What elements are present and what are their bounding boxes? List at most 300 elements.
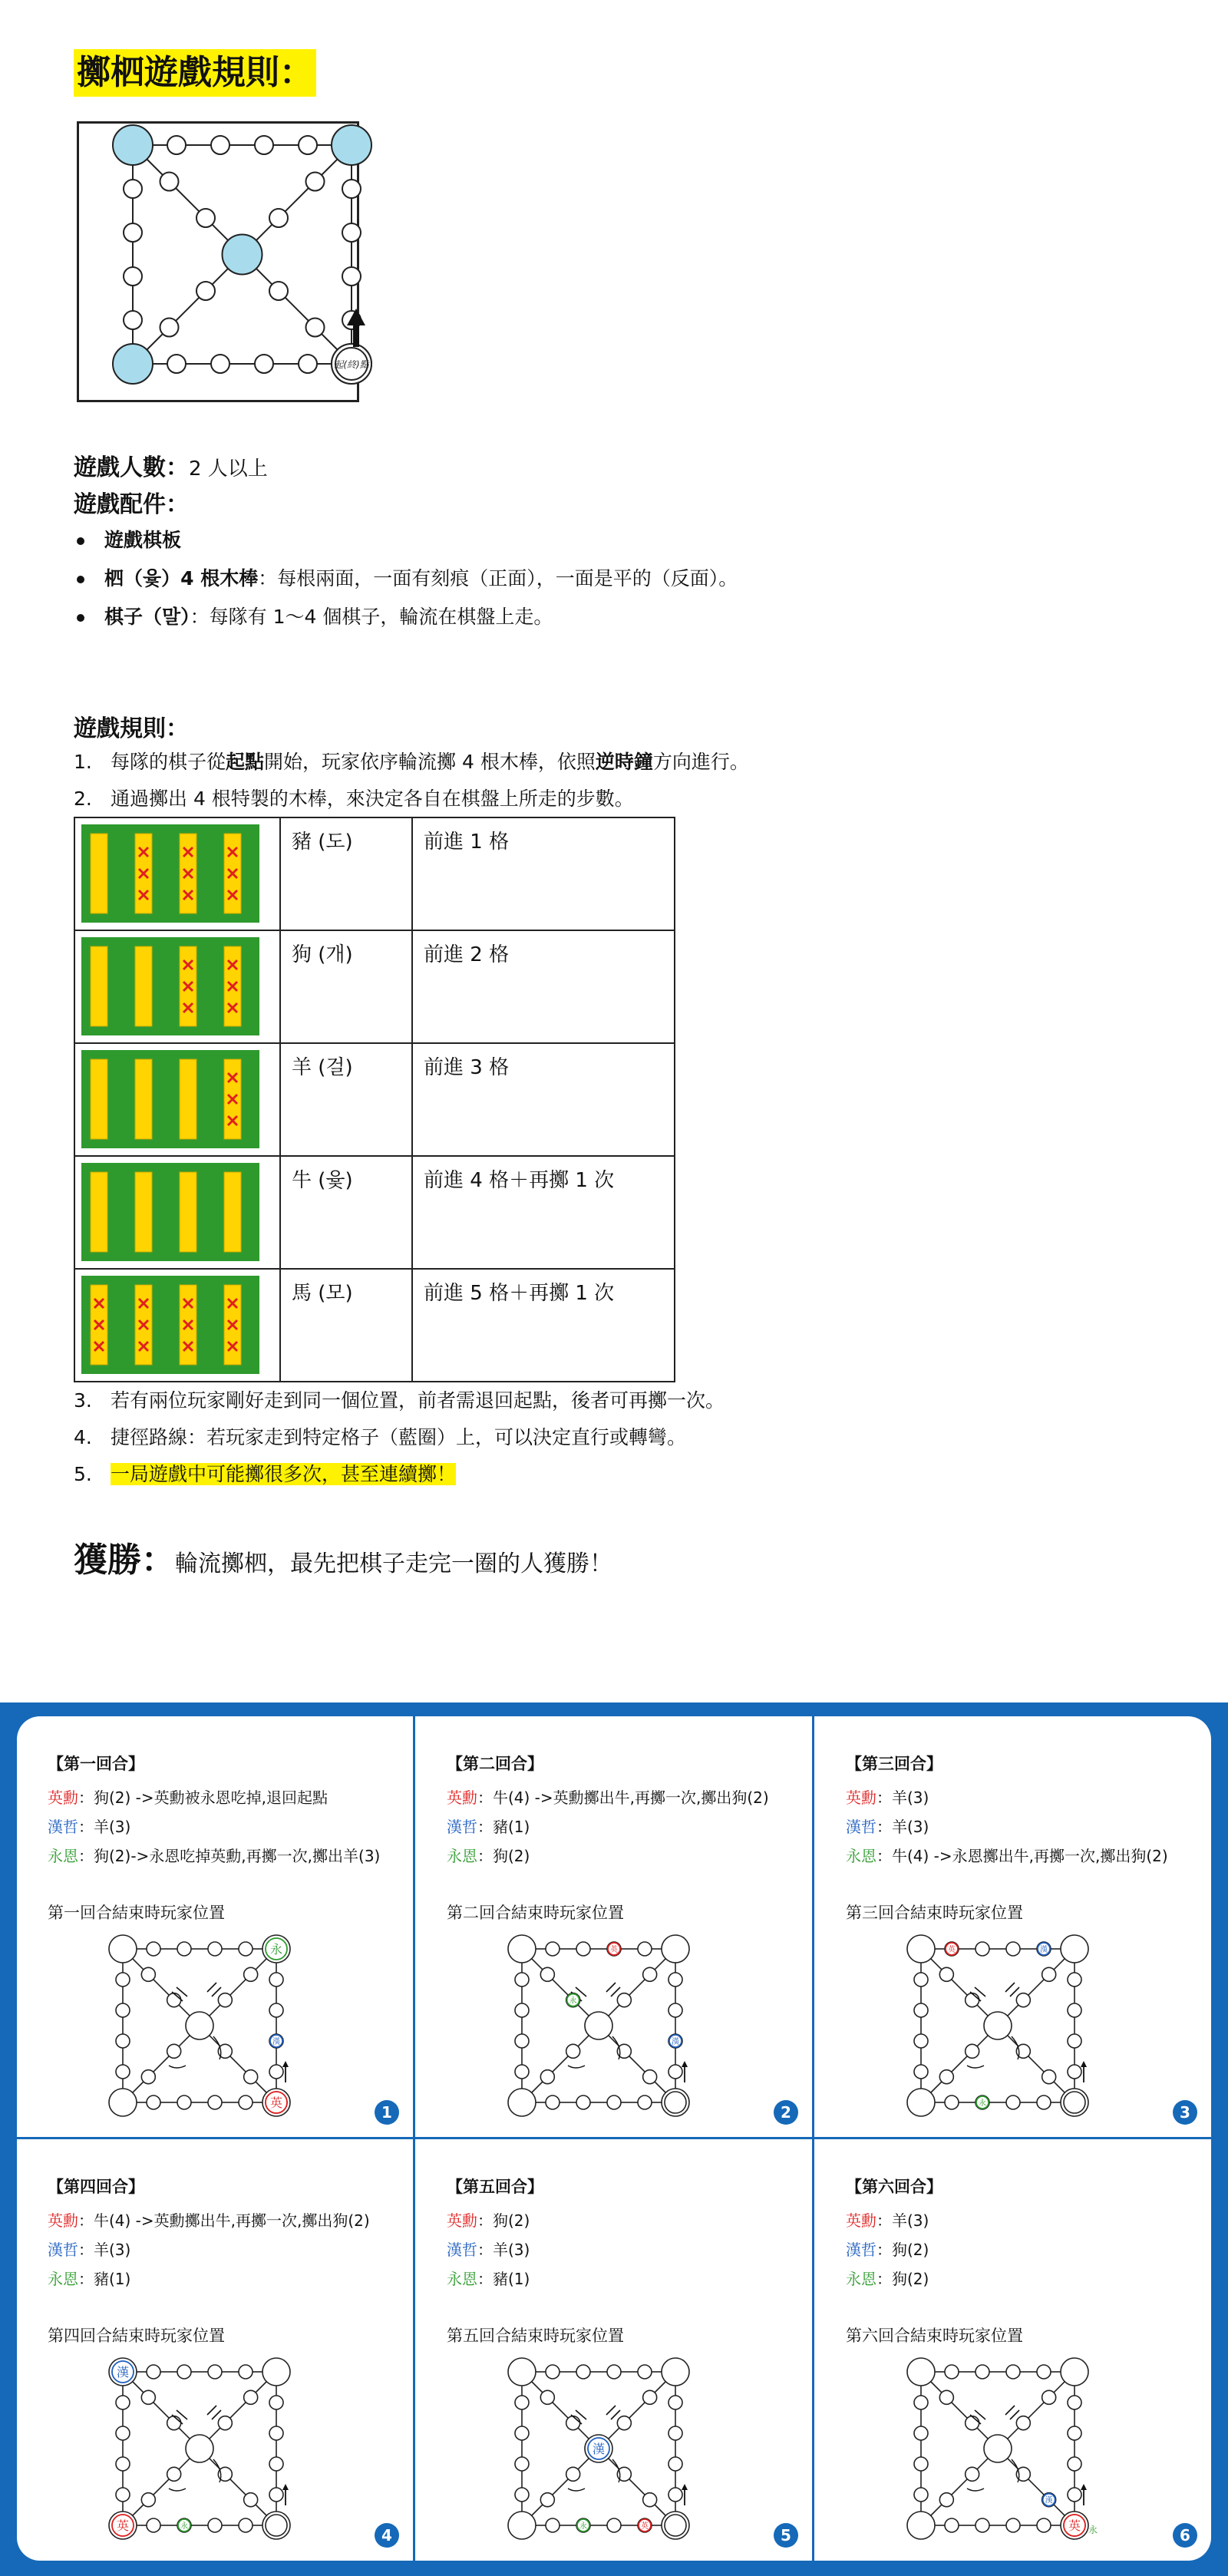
board-node <box>167 1993 181 2007</box>
board-node <box>945 2365 959 2379</box>
board-node <box>668 2488 682 2502</box>
board-node <box>124 311 142 329</box>
page-title: 擲柶遊戲規則： <box>74 49 316 97</box>
stick-name: 牛 (윷) <box>280 1156 412 1269</box>
player-line <box>447 2267 530 2289</box>
board-node <box>244 2493 258 2507</box>
stick <box>135 1059 152 1139</box>
player-token-blue <box>1038 1943 1050 1955</box>
corner-node <box>662 1935 689 1963</box>
rule-number: 1. <box>74 751 92 773</box>
board-node <box>177 2365 191 2379</box>
board-node <box>975 2518 989 2532</box>
board-node <box>124 267 142 286</box>
player-name: 永恩 <box>447 2270 477 2288</box>
board-node <box>1068 2003 1081 2017</box>
board-node <box>1037 2518 1051 2532</box>
board-node <box>196 282 215 300</box>
board-node <box>116 2426 130 2440</box>
corner-node <box>662 2089 689 2116</box>
rule-text: 每隊的棋子從 <box>111 751 226 773</box>
board-node <box>1068 2396 1081 2409</box>
round-title: 【第五回合】 <box>447 2178 543 2196</box>
stick-effect: 前進 3 格 <box>412 1043 675 1156</box>
round-panel-2 <box>416 1716 812 2137</box>
board-node <box>141 2493 155 2507</box>
board-node <box>966 1993 979 2007</box>
board-node <box>239 2518 253 2532</box>
stick <box>135 1172 152 1252</box>
corner-node <box>262 2512 290 2539</box>
stick-name: 馬 (모) <box>280 1269 412 1382</box>
player-name: 永恩 <box>846 1847 876 1865</box>
board-node <box>914 2488 928 2502</box>
stick <box>91 1059 107 1139</box>
board-node <box>939 2390 953 2404</box>
player-name: 漢哲 <box>48 2241 78 2259</box>
sticks-illustration <box>81 1163 259 1261</box>
player-name: 英勳 <box>846 2211 876 2230</box>
board-node <box>607 2518 621 2532</box>
stick-name: 羊 (걸) <box>280 1043 412 1156</box>
player-action: ：羊(3) <box>78 1818 131 1836</box>
sticks-svg <box>81 824 259 923</box>
board-node <box>244 2070 258 2084</box>
board-node <box>1068 2065 1081 2079</box>
part-name: 棋子（말） <box>104 606 190 628</box>
board-node <box>515 2488 529 2502</box>
board-node <box>515 1973 529 1986</box>
board-node <box>966 2044 979 2058</box>
board-node <box>342 223 361 242</box>
round-panel-3 <box>815 1716 1211 2137</box>
board-node <box>566 2044 580 2058</box>
board-node <box>566 2467 580 2481</box>
board-node <box>576 2365 590 2379</box>
player-name: 英勳 <box>846 1788 876 1807</box>
board-node <box>1068 1973 1081 1986</box>
board-node <box>643 2493 657 2507</box>
board-node <box>244 2390 258 2404</box>
board-node <box>1006 2365 1020 2379</box>
board-node <box>167 2467 181 2481</box>
center-node <box>186 2435 213 2462</box>
board-node <box>147 2095 160 2109</box>
board-node <box>269 282 288 300</box>
player-name: 漢哲 <box>447 1818 477 1836</box>
token-label: 漢 <box>272 2038 280 2046</box>
corner-node <box>1061 2358 1088 2386</box>
board-node <box>269 2065 283 2079</box>
corner-node <box>332 125 371 165</box>
stick <box>91 946 107 1026</box>
corner-node <box>1061 1935 1088 1963</box>
token-label: 英 <box>641 2522 649 2531</box>
stick <box>135 946 152 1026</box>
players-value: 2 人以上 <box>189 457 268 481</box>
board-node <box>945 2095 959 2109</box>
board-node <box>208 1942 222 1956</box>
board-node <box>239 1942 253 1956</box>
round-caption: 第一回合結束時玩家位置 <box>48 1904 225 1922</box>
token-label: 漢 <box>1045 2496 1053 2505</box>
player-token-green <box>1088 2525 1098 2535</box>
token-label: 英 <box>610 1946 618 1954</box>
board-node <box>668 2065 682 2079</box>
player-token-blue <box>669 2035 682 2047</box>
board-node <box>966 2467 979 2481</box>
round-panel-4 <box>17 2139 413 2560</box>
round-board <box>100 1930 330 2122</box>
rules-list-top <box>74 748 749 821</box>
token-label: 永 <box>180 2522 188 2531</box>
board-node <box>306 173 325 191</box>
player-line <box>846 1785 929 1808</box>
round-panel-6 <box>815 2139 1211 2560</box>
player-token-green <box>266 1938 287 1960</box>
sticks-svg <box>81 1276 259 1374</box>
player-name: 英勳 <box>447 2211 477 2230</box>
part-desc: ：每根兩面，一面有刻痕（正面），一面是平的（反面）。 <box>258 567 738 590</box>
center-node <box>186 2012 213 2039</box>
board-node <box>269 2457 283 2471</box>
corner-node <box>508 2512 536 2539</box>
rule-item <box>74 748 749 784</box>
token-label: 漢 <box>1040 1946 1048 1954</box>
player-name: 永恩 <box>48 1847 78 1865</box>
rule-text: 通過擲出 4 根特製的木棒，來決定各自在棋盤上所走的步數。 <box>111 788 634 810</box>
player-action: ：牛(4) ->英勳擲出牛,再擲一次,擲出狗(2) <box>477 1788 769 1807</box>
player-name: 漢哲 <box>846 2241 876 2259</box>
board-node <box>239 2365 253 2379</box>
parts-label: 遊戲配件： <box>74 491 189 518</box>
board-node <box>914 2457 928 2471</box>
board-node <box>306 319 325 337</box>
board-node <box>160 319 179 337</box>
round-title: 【第一回合】 <box>48 1755 144 1773</box>
player-action: ：牛(4) ->英勳擲出牛,再擲一次,擲出狗(2) <box>78 2211 370 2230</box>
board-node <box>607 2365 621 2379</box>
board-node <box>299 355 317 373</box>
round-board <box>100 2353 330 2545</box>
board-node <box>617 1993 631 2007</box>
board-node <box>269 2488 283 2502</box>
player-name: 漢哲 <box>846 1818 876 1836</box>
board-node <box>167 136 186 154</box>
stick-image-cell <box>74 1043 280 1156</box>
sticks-illustration <box>81 824 259 923</box>
player-token-blue <box>270 2035 282 2047</box>
board-node <box>617 2416 631 2430</box>
board-node <box>196 209 215 227</box>
board-node <box>177 2095 191 2109</box>
corner-node <box>262 2358 290 2386</box>
token-label: 永 <box>269 1942 283 1957</box>
board-diagram <box>79 124 369 400</box>
list-item <box>74 602 738 640</box>
corner-node <box>907 1935 935 1963</box>
player-action: ：狗(2)->永恩吃掉英勳,再擲一次,擲出羊(3) <box>78 1847 381 1865</box>
round-caption: 第六回合結束時玩家位置 <box>846 2327 1023 2345</box>
round-caption: 第三回合結束時玩家位置 <box>846 1904 1023 1922</box>
board-node <box>218 2416 232 2430</box>
player-line <box>48 2267 130 2289</box>
board-node <box>576 1942 590 1956</box>
part-desc: ：每隊有 1～4 個棋子，輪流在棋盤上走。 <box>190 606 553 628</box>
stick-image-cell <box>74 930 280 1043</box>
token-label: 漢 <box>116 2365 130 2379</box>
board-node <box>945 2518 959 2532</box>
sticks-table <box>74 817 675 1382</box>
center-node <box>984 2012 1012 2039</box>
board-node <box>668 2003 682 2017</box>
player-line <box>846 1815 929 1837</box>
corner-node <box>508 2089 536 2116</box>
rule-number: 4. <box>74 1426 92 1448</box>
round-title: 【第四回合】 <box>48 2178 144 2196</box>
center-node <box>223 235 262 275</box>
part-name: 柶（윷）4 根木棒 <box>104 567 259 590</box>
round-board <box>499 1930 729 2122</box>
player-token-red <box>608 1943 620 1955</box>
board-node <box>914 2396 928 2409</box>
board-node <box>566 2416 580 2430</box>
corner-node <box>1061 2089 1088 2116</box>
stick <box>91 1172 107 1252</box>
rule-item <box>74 1423 725 1460</box>
player-line <box>447 2237 530 2260</box>
player-line <box>48 1785 328 1808</box>
rule-number: 5. <box>74 1463 92 1485</box>
board-node <box>167 2416 181 2430</box>
player-action: ：羊(3) <box>78 2241 131 2259</box>
board-node <box>1006 2095 1020 2109</box>
player-action: ：狗(2) <box>876 2241 929 2259</box>
player-token-red <box>946 1943 958 1955</box>
player-name: 漢哲 <box>48 1818 78 1836</box>
player-token-blue <box>588 2438 609 2459</box>
player-token-green <box>567 1994 579 2006</box>
board-node <box>515 2396 529 2409</box>
corner-node <box>508 1935 536 1963</box>
player-line <box>846 2208 929 2231</box>
board-node <box>540 2070 554 2084</box>
player-action: ：羊(3) <box>876 2211 929 2230</box>
board-node <box>177 1942 191 1956</box>
player-action: ：羊(3) <box>876 1788 929 1807</box>
rounds-grid <box>17 1716 1211 2561</box>
board-node <box>239 2095 253 2109</box>
stick-effect: 前進 5 格＋再擲 1 次 <box>412 1269 675 1382</box>
stick-image-cell <box>74 817 280 930</box>
center-node <box>984 2435 1012 2462</box>
player-action: ：狗(2) <box>876 2270 929 2288</box>
rules-list-bottom <box>74 1386 725 1497</box>
board-node <box>218 1993 232 2007</box>
token-label: 永 <box>1088 2525 1098 2535</box>
board-node <box>643 2070 657 2084</box>
board-node <box>141 1967 155 1981</box>
player-name: 永恩 <box>846 2270 876 2288</box>
stick <box>180 1172 196 1252</box>
player-action: ：牛(4) ->永恩擲出牛,再擲一次,擲出狗(2) <box>876 1847 1168 1865</box>
token-label: 永 <box>579 2522 587 2531</box>
corner-node <box>109 1935 137 1963</box>
player-action: ：狗(2) <box>477 2211 530 2230</box>
round-caption: 第四回合結束時玩家位置 <box>48 2327 225 2345</box>
player-line <box>447 1815 530 1837</box>
player-action: ：豬(1) <box>477 2270 530 2288</box>
board-node <box>269 209 288 227</box>
corner-node <box>907 2358 935 2386</box>
sticks-illustration <box>81 1050 259 1148</box>
list-item <box>74 563 738 602</box>
board-node <box>1042 2070 1056 2084</box>
board-node <box>167 2044 181 2058</box>
stick-image-cell <box>74 1156 280 1269</box>
round-panel-1 <box>17 1716 413 2137</box>
table-row <box>74 930 675 1043</box>
player-token-green <box>577 2519 589 2531</box>
board-node <box>1042 2390 1056 2404</box>
stick <box>91 834 107 913</box>
player-token-red <box>112 2515 134 2536</box>
part-name: 遊戲棋板 <box>104 529 182 551</box>
rule-text: 方向進行。 <box>652 751 749 773</box>
player-name: 漢哲 <box>447 2241 477 2259</box>
rule-text: 捷徑路線：若玩家走到特定格子（藍圈）上，可以決定直行或轉彎。 <box>111 1426 687 1448</box>
board-node <box>540 1967 554 1981</box>
board-node <box>914 2065 928 2079</box>
token-label: 英 <box>116 2518 130 2533</box>
rule-text: 若有兩位玩家剛好走到同一個位置，前者需退回起點，後者可再擲一次。 <box>111 1389 725 1412</box>
round-number-badge: 5 <box>774 2523 798 2548</box>
board-node <box>668 2426 682 2440</box>
corner-node <box>662 2512 689 2539</box>
rule-number: 2. <box>74 788 92 810</box>
corner-node <box>113 344 153 384</box>
stick-name: 豬 (도) <box>280 817 412 930</box>
stick-effect: 前進 2 格 <box>412 930 675 1043</box>
round-number-badge: 3 <box>1173 2100 1197 2125</box>
board-node <box>966 2416 979 2430</box>
board-node <box>299 136 317 154</box>
win-text: 輪流擲柶，最先把棋子走完一圈的人獲勝！ <box>175 1551 612 1577</box>
rule-item <box>74 784 749 821</box>
token-label: 漢 <box>592 2442 606 2456</box>
board-node <box>116 2003 130 2017</box>
board-node <box>540 2390 554 2404</box>
player-name: 永恩 <box>447 1847 477 1865</box>
board-node <box>141 2070 155 2084</box>
board-node <box>211 355 229 373</box>
sticks-svg <box>81 1050 259 1148</box>
rule-number: 3. <box>74 1389 92 1412</box>
token-label: 英 <box>948 1946 956 1954</box>
board-node <box>638 2095 652 2109</box>
player-line <box>846 2267 929 2289</box>
board-node <box>1068 2034 1081 2048</box>
board-node <box>342 180 361 198</box>
board-node <box>668 1973 682 1986</box>
board-node <box>1016 1993 1030 2007</box>
player-token-blue <box>1043 2494 1055 2506</box>
board-node <box>116 2488 130 2502</box>
board-node <box>269 2426 283 2440</box>
board-node <box>546 1942 560 1956</box>
token-label: 漢 <box>672 2038 679 2046</box>
stick-effect: 前進 4 格＋再擲 1 次 <box>412 1156 675 1269</box>
board-node <box>939 2070 953 2084</box>
player-line <box>48 1815 130 1837</box>
board-node <box>1016 2416 1030 2430</box>
round-caption: 第五回合結束時玩家位置 <box>447 2327 624 2345</box>
board-node <box>147 2365 160 2379</box>
stick-effect: 前進 1 格 <box>412 817 675 930</box>
board-node <box>1037 2365 1051 2379</box>
board-node <box>643 2390 657 2404</box>
round-number-badge: 4 <box>375 2523 399 2548</box>
board-node <box>1068 2457 1081 2471</box>
win-label: 獲勝： <box>74 1541 175 1580</box>
board-node <box>638 1942 652 1956</box>
player-token-red <box>1064 2515 1085 2536</box>
corner-node <box>109 2089 137 2116</box>
player-line <box>846 1844 1168 1866</box>
sticks-illustration <box>81 1276 259 1374</box>
player-line <box>846 2237 929 2260</box>
board-node <box>211 136 229 154</box>
stick-image-cell <box>74 1269 280 1382</box>
board-node <box>116 2034 130 2048</box>
board-node <box>160 173 179 191</box>
player-line <box>447 1844 530 1866</box>
table-row <box>74 817 675 930</box>
board-node <box>1068 2426 1081 2440</box>
player-action: ：狗(2) <box>477 1847 530 1865</box>
corner-node <box>662 2358 689 2386</box>
rule-text: 開始，玩家依序輪流擲 4 根木棒，依照 <box>264 751 596 773</box>
list-item <box>74 525 738 563</box>
rule-item <box>74 1386 725 1423</box>
board-node <box>116 2457 130 2471</box>
board-node <box>515 2034 529 2048</box>
round-number-badge: 1 <box>375 2100 399 2125</box>
round-board <box>898 1930 1128 2122</box>
board-node <box>147 2518 160 2532</box>
player-action: ：羊(3) <box>477 2241 530 2259</box>
board-node <box>515 2003 529 2017</box>
round-board <box>499 2353 729 2545</box>
round-title: 【第六回合】 <box>846 2178 942 2196</box>
player-name: 英勳 <box>48 2211 78 2230</box>
board-node <box>116 1973 130 1986</box>
round-board <box>898 2353 1128 2545</box>
parts-list <box>74 525 738 640</box>
player-token-blue <box>112 2361 134 2383</box>
player-line <box>48 1844 380 1866</box>
board-node <box>269 2003 283 2017</box>
round-title: 【第三回合】 <box>846 1755 942 1773</box>
board-node <box>515 2457 529 2471</box>
player-action: ：豬(1) <box>78 2270 131 2288</box>
rounds-frame <box>0 1702 1228 2576</box>
round-caption: 第二回合結束時玩家位置 <box>447 1904 624 1922</box>
stick <box>180 1059 196 1139</box>
player-name: 英勳 <box>447 1788 477 1807</box>
board-node <box>141 2390 155 2404</box>
board-node <box>515 2426 529 2440</box>
